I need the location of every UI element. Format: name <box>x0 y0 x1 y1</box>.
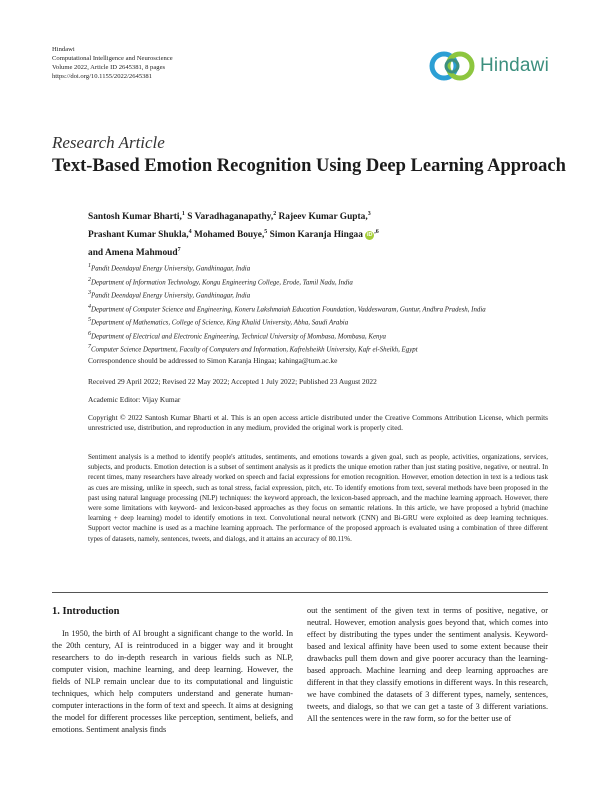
author-affiliation-number: 2 <box>273 211 277 217</box>
affiliation-number: 7 <box>88 344 91 350</box>
affiliation-text: Department of Information Technology, Kongu Engineering College, Erode, Tamil Nadu, India <box>91 278 353 286</box>
author-list <box>88 207 528 261</box>
author-affiliation-number: 5 <box>264 229 268 236</box>
affiliation-number: 1 <box>88 263 91 269</box>
correspondence-line: Correspondence should be addressed to Simon Karanja Hingaa; kahinga@tum.ac.ke <box>88 356 338 365</box>
affiliation-item <box>88 288 548 302</box>
academic-editor: Academic Editor: Vijay Kumar <box>88 395 181 404</box>
article-type: Research Article <box>52 133 165 152</box>
section-divider <box>52 592 548 593</box>
affiliation-item <box>88 261 548 275</box>
affiliation-item <box>88 302 548 316</box>
affiliation-item <box>88 342 548 356</box>
author-name[interactable]: Simon Karanja Hingaa <box>269 230 363 241</box>
author-affiliation-number: 4 <box>188 229 192 236</box>
affiliation-list <box>88 261 548 356</box>
affiliation-text: Pandit Deendayal Energy University, Gandhinagar, India <box>91 265 251 273</box>
author-affiliation-number: 3 <box>367 211 371 217</box>
affiliation-number: 4 <box>88 303 91 310</box>
author-name[interactable]: Prashant Kumar Shukla, <box>88 230 189 241</box>
intro-right-column: out the sentiment of the given text in terms of positive, negative, or neutral. However, emotion analysis goes beyond that, which comes into effect by distributing the types under the sentiment analysis. Keyword-based and lexical affinity have been used to some extent because their drawbacks pull them down and give poorer accuracy than the learning-based approach. Machine learning and deep learning approaches are different in that they classify emotions in different ways. In this research, we have combined the datasets of 3 different types, namely, sentences, tweets, and dialogs, so that we can get a taste of 3 different variations. All the sentences were in the raw form, so for the better use of <box>307 606 548 723</box>
affiliation-number: 5 <box>88 317 91 323</box>
affiliation-text: Computer Science Department, Faculty of Computers and Information, Kafrelsheikh University, Kafr el-Sheikh, Egypt <box>91 346 418 354</box>
affiliation-number: 3 <box>88 290 91 296</box>
affiliation-number: 2 <box>88 276 91 283</box>
article-title: Text-Based Emotion Recognition Using Deep Learning Approach <box>52 156 566 176</box>
author-name[interactable]: Santosh Kumar Bharti, <box>88 212 182 223</box>
volume-line: Volume 2022, Article ID 2645381, 8 pages <box>52 64 166 71</box>
author-line-3 <box>88 243 528 261</box>
affiliation-text: Department of Mathematics, College of Science, King Khalid University, Abha, Saudi Arabia <box>91 319 349 327</box>
author-name[interactable]: and Amena Mahmoud <box>88 248 178 259</box>
affiliation-item <box>88 275 548 289</box>
author-name[interactable]: S Varadhaganapathy, <box>187 212 274 223</box>
affiliation-text: Department of Computer Science and Engineering, Koneru Lakshmaiah Education Foundation, Vaddeswaram, Guntur, Andhra Pradesh, India <box>91 305 486 313</box>
logo-text: Hindawi <box>480 55 549 76</box>
orcid-icon[interactable]: iD <box>366 231 373 238</box>
affiliation-text: Department of Electrical and Electronic Engineering, Technical University of Mombasa, Mombasa, Kenya <box>91 332 386 340</box>
affiliation-text: Pandit Deendayal Energy University, Gandhinagar, India <box>91 292 251 300</box>
abstract-text: Sentiment analysis is a method to identify people's attitudes, sentiments, and emotions towards a given goal, such as people, activities, organizations, services, subjects, and products. Emotion detection is a subset of sentiment analysis as it predicts the unique emotion rather than just stating positive, negative, or neutral. In recent times, many researchers have already worked on speech and facial expressions for emotion recognition. However, emotion detection in text is a tedious task as cues are missing, unlike in speech, such as tonal stress, facial expression, pitch, etc. To identify emotions from text, several methods have been proposed in the past using natural language processing (NLP) techniques: the keyword approach, the lexicon-based approach, and the machine learning approach. However, there were some limitations with keyword- and lexicon-based approaches as they focus on semantic relations. In this article, we have proposed a hybrid (machine learning + deep learning) model to identify emotions in text. Convolutional neural network (CNN) and Bi-GRU were exploited as deep learning techniques. Support vector machine is used as a machine learning approach. The performance of the proposed approach is evaluated using a combination of three different types of datasets, namely, sentences, tweets, and dialogs, and it attains an accuracy of 80.11%. <box>88 453 548 543</box>
affiliation-item <box>88 329 548 343</box>
author-name[interactable]: Rajeev Kumar Gupta, <box>278 212 368 223</box>
dates-line: Received 29 April 2022; Revised 22 May 2022; Accepted 1 July 2022; Published 23 August 2022 <box>88 377 377 386</box>
affiliation-number: 6 <box>88 330 91 337</box>
author-affiliation-number: 7 <box>177 247 181 254</box>
section-heading-introduction: 1. Introduction <box>52 606 120 617</box>
author-line-1 <box>88 207 528 225</box>
doi-link[interactable]: https://doi.org/10.1155/2022/2645381 <box>52 73 153 80</box>
intro-left-column: In 1950, the birth of AI brought a significant change to the world. In the 20th century, AI is reintroduced in a bigger way and it brought researchers to do in-depth research in various fields such as NLP, computer vision, machine learning, and deep learning. However, the fields of NLP remain unclear due to its computational and linguistic techniques, which help computers understand and generate human-computer interactions in the form of text and speech. It aims at designing the model for different processes like perception, sentiment, beliefs, and emotions. Sentiment analysis finds <box>52 629 293 734</box>
affiliation-item <box>88 315 548 329</box>
copyright-notice: Copyright © 2022 Santosh Kumar Bharti et al. This is an open access article distributed under the Creative Commons Attribution License, which permits unrestricted use, distribution, and reproduction in any medium, provided the original work is properly cited. <box>88 413 548 433</box>
hindawi-logo[interactable] <box>428 44 558 90</box>
journal-name: Computational Intelligence and Neuroscience <box>52 55 173 62</box>
author-name[interactable]: Mohamed Bouye, <box>193 230 265 241</box>
publisher-name: Hindawi <box>52 46 75 53</box>
hindawi-rings-icon <box>428 46 480 86</box>
author-line-2 <box>88 225 528 243</box>
author-affiliation-number: ,6 <box>374 229 379 236</box>
author-affiliation-number: 1 <box>181 211 185 217</box>
